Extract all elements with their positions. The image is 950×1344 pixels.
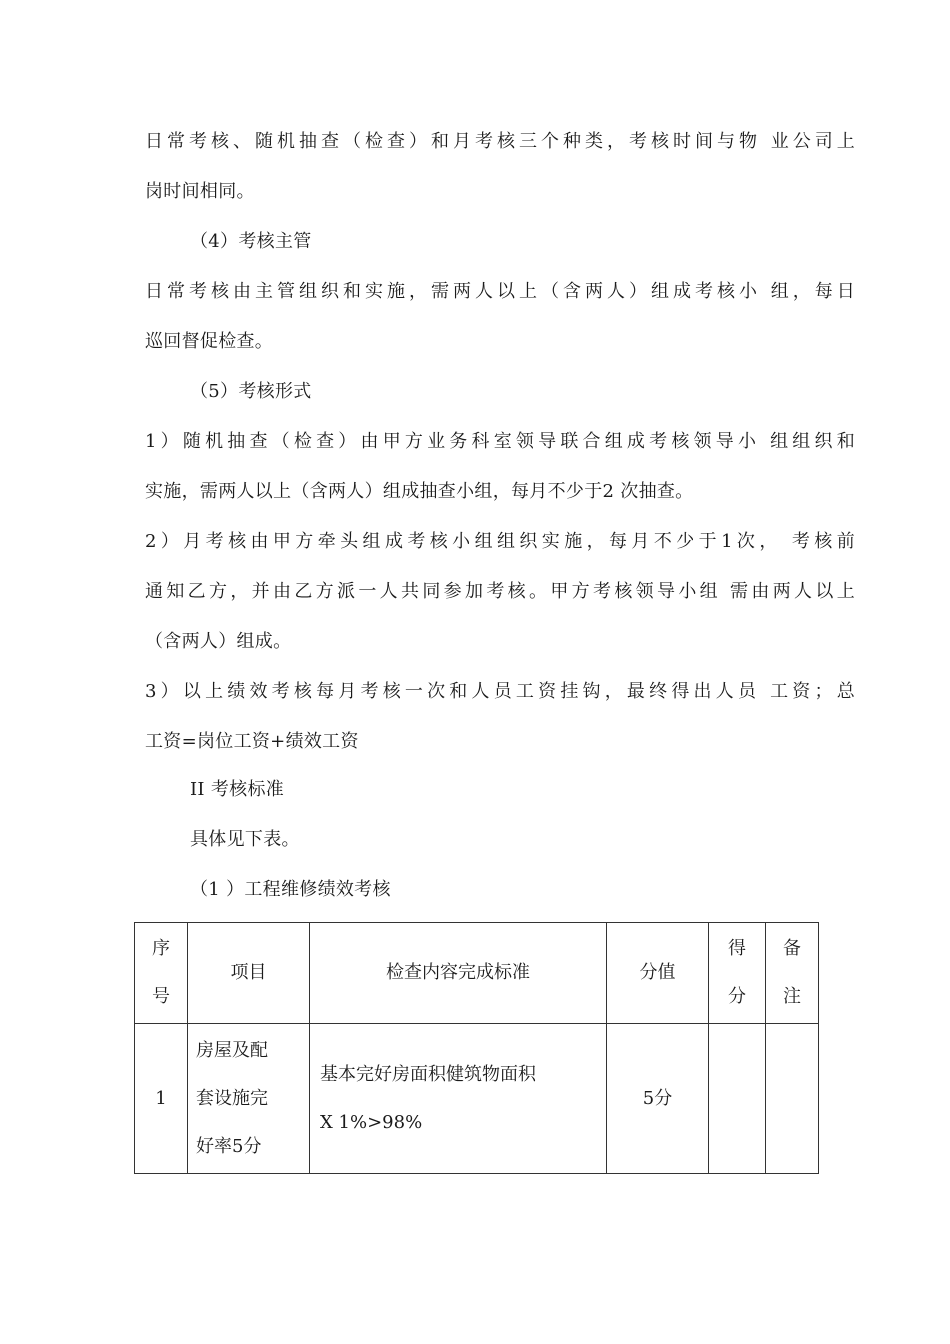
paragraph-line: 巡回督促检查。 (145, 331, 274, 352)
header-item: 项目 (188, 923, 310, 1024)
header-no: 序 号 (135, 923, 188, 1024)
paragraph-line: 日常考核、随机抽查（检查）和月考核三个种类，考核时间与物 业公司上 (145, 131, 855, 152)
cell-item: 房屋及配 套设施完 好率5分 (188, 1024, 310, 1174)
paragraph-line: 3）以上绩效考核每月考核一次和人员工资挂钩，最终得出人员 工资；总 (145, 681, 855, 702)
cell-no: 1 (135, 1024, 188, 1174)
section-heading: （5）考核形式 (190, 381, 312, 402)
cell-note (766, 1024, 819, 1174)
cell-got (709, 1024, 766, 1174)
paragraph-line: 具体见下表。 (190, 829, 300, 850)
paragraph-line: 实施，需两人以上（含两人）组成抽查小组，每月不少于2 次抽查。 (145, 481, 694, 502)
header-score: 分值 (607, 923, 709, 1024)
assessment-table (134, 922, 819, 1174)
table-row (135, 1024, 819, 1174)
paragraph-line: 日常考核由主管组织和实施，需两人以上（含两人）组成考核小 组，每日 (145, 281, 855, 302)
section-heading: （4）考核主管 (190, 231, 312, 252)
cell-standard: 基本完好房面积健筑物面积 X 1%>98% (310, 1024, 607, 1174)
header-got: 得 分 (709, 923, 766, 1024)
header-note: 备 注 (766, 923, 819, 1024)
section-heading: II 考核标准 (190, 779, 285, 800)
header-standard: 检查内容完成标准 (310, 923, 607, 1024)
paragraph-line: （含两人）组成。 (145, 631, 292, 652)
cell-score: 5分 (607, 1024, 709, 1174)
table-title: （1 ）工程维修绩效考核 (190, 879, 391, 900)
paragraph-line: 工资=岗位工资+绩效工资 (145, 731, 359, 752)
paragraph-line: 通知乙方，并由乙方派一人共同参加考核。甲方考核领导小组 需由两人以上 (145, 581, 855, 602)
paragraph-line: 2）月考核由甲方牵头组成考核小组组织实施，每月不少于1次， 考核前 (145, 531, 855, 552)
paragraph-line: 1）随机抽查（检查）由甲方业务科室领导联合组成考核领导小 组组织和 (145, 431, 855, 452)
paragraph-line: 岗时间相同。 (145, 181, 255, 202)
table-header-row (135, 923, 819, 1024)
